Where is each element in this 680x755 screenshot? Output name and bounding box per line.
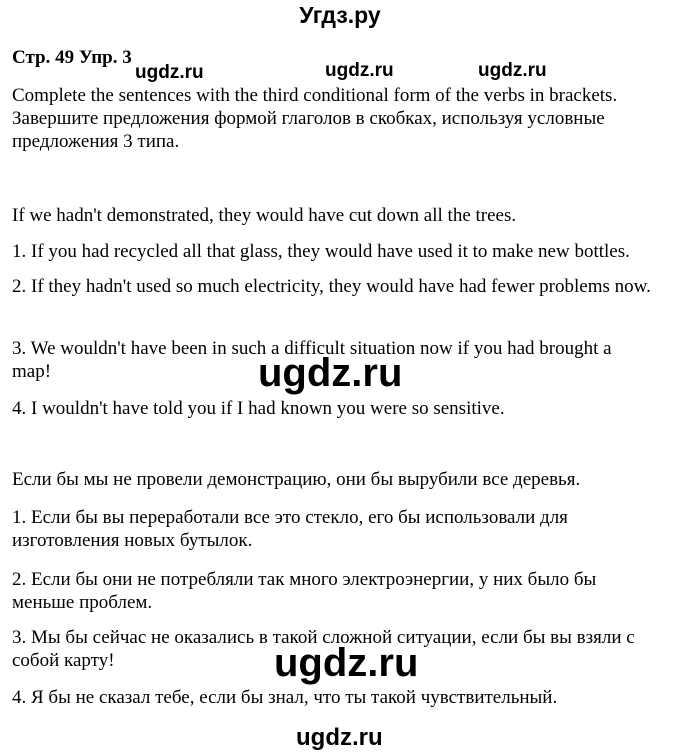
instruction-russian: Завершите предложения формой глаголов в скобках, используя условные предложения 3 типа. [12,108,605,152]
site-title: Угдз.ру [299,2,381,28]
page-heading: Стр. 49 Упр. 3 [12,47,132,68]
watermark-large-1: ugdz.ru [258,351,403,395]
answer-3-ru: 3. Мы бы сейчас не оказались в такой сложной ситуации, если бы вы взяли с собой карту! [12,627,635,671]
answer-example-en: If we hadn't demonstrated, they would have cut down all the trees. [12,205,517,226]
instruction-english: Complete the sentences with the third conditional form of the verbs in brackets. [12,85,618,106]
watermark-2: ugdz.ru [325,60,394,81]
answer-4-en: 4. I wouldn't have told you if I had known you were so sensitive. [12,398,505,419]
answer-3-en: 3. We wouldn't have been in such a difficult situation now if you had brought a map! [12,338,612,382]
answer-1-en: 1. If you had recycled all that glass, they would have used it to make new bottles. [12,241,630,262]
answer-example-ru: Если бы мы не провели демонстрацию, они бы вырубили все деревья. [12,469,581,490]
answer-2-ru: 2. Если бы они не потребляли так много электроэнергии, у них было бы меньше проблем. [12,569,597,613]
answer-4-ru: 4. Я бы не сказал тебе, если бы знал, что ты такой чувствительный. [12,687,558,708]
answer-2-en: 2. If they hadn't used so much electricity, they would have had fewer problems now. [12,276,651,297]
watermark-1: ugdz.ru [135,62,204,83]
watermark-3: ugdz.ru [478,60,547,81]
watermark-large-2: ugdz.ru [274,641,419,685]
answer-1-ru: 1. Если бы вы переработали все это стекло, его бы использовали для изготовления новых бутылок. [12,507,568,551]
footer-watermark: ugdz.ru [296,724,383,751]
